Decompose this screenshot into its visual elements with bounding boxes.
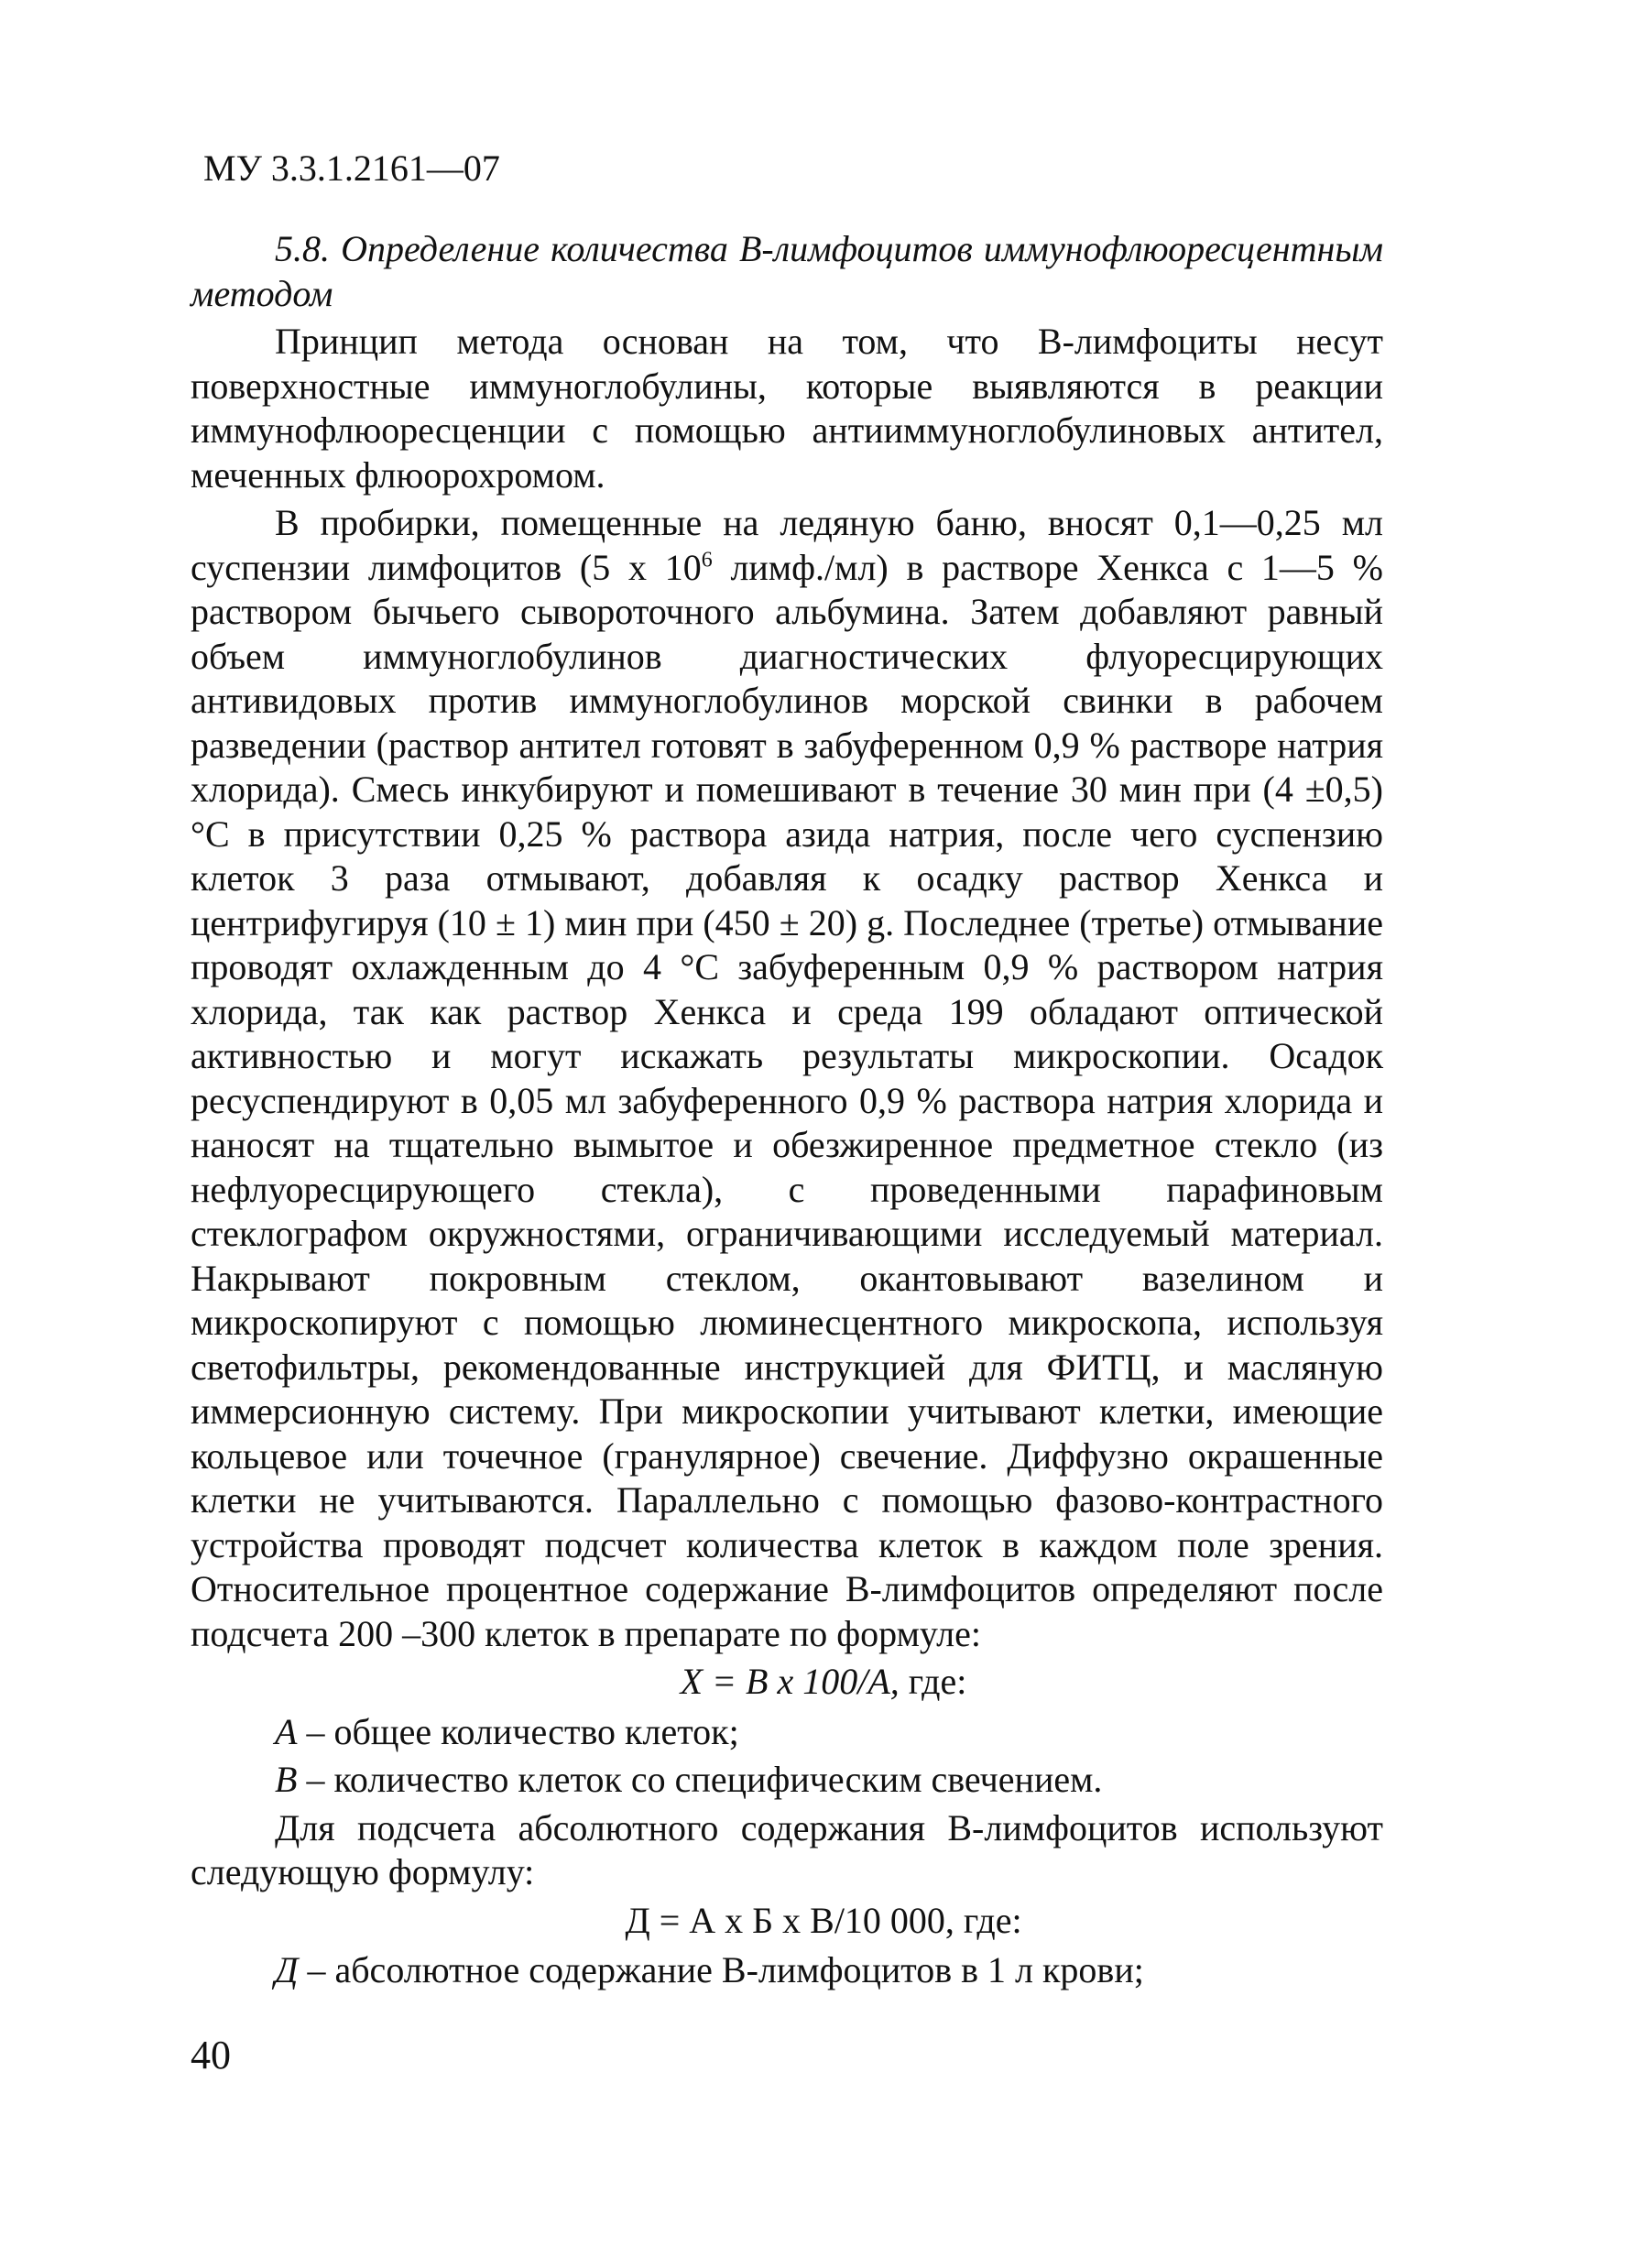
paragraph-principle: Принцип метода основан на том, что В-лимфоциты несут поверхностные иммуноглобулины, которые выявляются в реакции иммунофлюоресценции с помощью антииммуноглобулиновых антител, меченных флюорохромом. bbox=[191, 321, 1383, 496]
definition-d bbox=[191, 1948, 1383, 1993]
formula-relative-expression: X = B x 100/A, bbox=[680, 1661, 900, 1702]
definition-a-text: – общее количество клеток; bbox=[297, 1710, 739, 1752]
procedure-text-rest: лимф./мл) в растворе Хенкса с 1—5 % раствором бычьего сывороточного альбумина. Затем добавляют равный объем иммуноглобулинов диагностических флуоресцирующих антивидовых против иммуноглобулинов морской свинки в рабочем разведении (раствор антител готовят в забуференном 0,9 % растворе натрия хлорида). Смесь инкубируют и помешивают в течение 30 мин при (4 ±0,5) °С в присутствии 0,25 % раствора азида натрия, после чего суспензию клеток 3 раза отмывают, добавляя к осадку раствор Хенкса и центрифугируя (10 ± 1) мин при (450 ± 20) g. Последнее (третье) отмывание проводят охлажденным до 4 °С забуференным 0,9 % раствором натрия хлорида, так как раствор Хенкса и среда 199 обладают оптической активностью и могут искажать результаты микроскопии. Осадок ресуспендируют в 0,05 мл забуференного 0,9 % раствора натрия хлорида и наносят на тщательно вымытое и обезжиренное предметное стекло (из нефлуоресцирующего стекла), с проведенными парафиновым стеклографом окружностями, ограничивающими исследуемый материал. Накрывают покровным стеклом, окантовывают вазелином и микроскопируют с помощью люминесцентного микроскопа, используя светофильтры, рекомендованные инструкцией для ФИТЦ, и масляную иммерсионную систему. При микроскопии учитывают клетки, имеющие кольцевое или точечное (гранулярное) свечение. Диффузно окрашенные клетки не учитываются. Параллельно с помощью фазово-контрастного устройства проводят подсчет количества клеток в каждом поле зрения. Относительное процентное содержание В-лимфоцитов определяют после подсчета 200 –300 клеток в препарате по формуле: bbox=[191, 546, 1383, 1654]
paragraph-absolute: Для подсчета абсолютного содержания В-лимфоцитов используют следующую формулу: bbox=[191, 1806, 1383, 1892]
formula-absolute: Д = А х Б х В/10 000, где: bbox=[625, 1899, 1022, 1941]
definition-a bbox=[191, 1710, 1383, 1755]
paragraph-procedure bbox=[191, 501, 1383, 1656]
definition-b-text: – количество клеток со специфическим свечением. bbox=[297, 1759, 1103, 1800]
section-title: 5.8. Определение количества В-лимфоцитов иммунофлюоресцентным методом bbox=[191, 228, 1383, 314]
definition-a-symbol: А bbox=[275, 1710, 298, 1752]
document-body bbox=[191, 227, 1383, 1997]
definition-b bbox=[191, 1758, 1383, 1803]
procedure-text-start: В пробирки, помещенные на ледяную баню, вносят 0,1—0,25 мл суспензии лимфоцитов (5 х 10 bbox=[191, 502, 1383, 588]
definition-d-text: – абсолютное содержание В-лимфоцитов в 1 л крови; bbox=[298, 1949, 1144, 1990]
formula-relative-suffix: где: bbox=[899, 1661, 967, 1702]
page-number: 40 bbox=[191, 2033, 231, 2077]
exponent-superscript: 6 bbox=[701, 548, 713, 572]
definition-b-symbol: В bbox=[275, 1759, 298, 1800]
definition-d-symbol: Д bbox=[275, 1949, 299, 1990]
formula-relative bbox=[191, 1660, 1383, 1705]
document-code-header: МУ 3.3.1.2161—07 bbox=[203, 147, 500, 189]
